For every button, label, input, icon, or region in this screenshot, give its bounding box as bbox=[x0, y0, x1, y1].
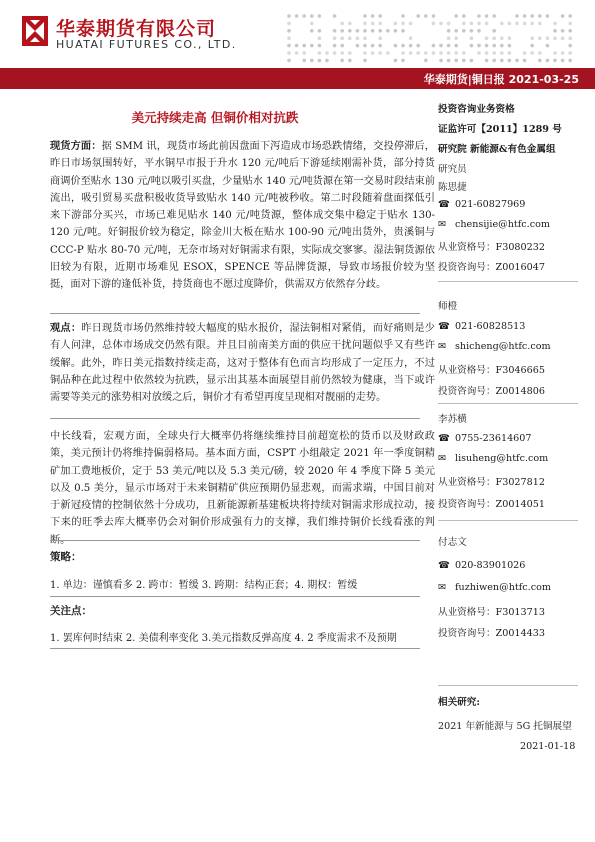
spot-label: 现货方面： bbox=[50, 140, 102, 152]
analyst-name: 陈思捷 bbox=[438, 182, 467, 193]
decorative-dot bbox=[363, 44, 367, 48]
decorative-dot bbox=[492, 36, 496, 40]
decorative-dot bbox=[568, 22, 572, 26]
related-research-title: 相关研究: bbox=[438, 697, 480, 708]
decorative-dot bbox=[477, 14, 481, 18]
decorative-dot bbox=[561, 51, 565, 55]
decorative-dot bbox=[310, 59, 314, 63]
decorative-dot bbox=[568, 29, 572, 33]
decorative-dot bbox=[470, 44, 474, 48]
decorative-dot bbox=[348, 22, 352, 26]
decorative-dot bbox=[318, 14, 322, 18]
decorative-dot bbox=[302, 51, 306, 55]
phone-icon: ☎ bbox=[438, 433, 450, 444]
decorative-dot bbox=[523, 51, 527, 55]
decorative-dot bbox=[439, 44, 443, 48]
decorative-dot bbox=[318, 44, 322, 48]
decorative-dot bbox=[310, 14, 314, 18]
decorative-dot bbox=[432, 14, 436, 18]
decorative-dot bbox=[416, 14, 420, 18]
decorative-dot bbox=[325, 51, 329, 55]
decorative-dot bbox=[553, 29, 557, 33]
analyst-email[interactable]: ✉ shicheng@htfc.com bbox=[438, 341, 551, 352]
analyst-phone: ☎ 0755-23614607 bbox=[438, 433, 532, 444]
decorative-dot bbox=[508, 44, 512, 48]
report-title-date: 华泰期货|铜日报 2021-03-25 bbox=[423, 73, 579, 86]
spot-section bbox=[50, 138, 435, 294]
decorative-dot bbox=[409, 44, 413, 48]
email-icon: ✉ bbox=[438, 219, 447, 230]
decorative-dot bbox=[530, 36, 534, 40]
decorative-dot bbox=[485, 36, 489, 40]
analyst-name: 李苏横 bbox=[438, 414, 467, 425]
decorative-dot bbox=[333, 44, 337, 48]
decorative-dot bbox=[378, 22, 382, 26]
decorative-dot bbox=[424, 59, 428, 63]
decorative-dot bbox=[378, 36, 382, 40]
decorative-dot bbox=[333, 36, 337, 40]
decorative-dot bbox=[523, 59, 527, 63]
decorative-dot bbox=[508, 36, 512, 40]
decorative-dot bbox=[439, 59, 443, 63]
decorative-dot bbox=[386, 51, 390, 55]
view-text: 昨日现货市场仍然维持较大幅度的贴水报价，湿法铜相对紧俏，而好痛则是少有人问津，总体市场成交仍然有限。并且目前南美方面的供应干扰问题似乎又有些许缓解。此外，昨日美元指数持续走高，这对于整体有色而言均形成了一定压力，不过铜品种在此过程中依然较为抗跌，显示出其基本面展望目前仍然较为健康，当下或许需要等美元的涨势相对放缓之后，铜价才有希望再度呈现相对靓丽的走势。 bbox=[50, 323, 435, 404]
decorative-dot bbox=[333, 29, 337, 33]
decorative-dot bbox=[340, 59, 344, 63]
sidebar-role: 研究员 bbox=[438, 164, 467, 175]
spot-text: 据 SMM 讯，现货市场此前因盘面下泻造成市场恐跌情绪，交投停滞后，昨日市场氛围转好，平水铜早市报于升水 120 元/吨后下游延续刚需补货，部分持货商调价至贴水 130 元/吨以吸引买盘，少量贴水 140 元/吨货源在第一交易时段结束前流出，吸引贸易买盘积极收货导致贴水 140 元/吨被秒收。第二时段随着盘面探低引来下游部分买兴，市场已难见贴水 140 元/吨货源，整体成交集中稳定于贴水 130-120 元/吨。好铜报价较为稳定，除金川大板在贴水 100-90 元/吨出货外，贵溪铜与 CCC-P 贴水 80-70 元/吨，无奈市场对好铜需求有限，实际成交寥寥。湿法铜货源依旧较为有限，近期市场难见 ESOX，SPENCE 等品牌货源，导致市场报价较为坚挺，面对下游的逢低补货，持货商也不愿过度降价，供需双方依然存分歧。 bbox=[50, 141, 435, 291]
phone-icon: ☎ bbox=[438, 321, 450, 332]
related-research-item[interactable]: 2021 年新能源与 5G 托铜展望 bbox=[438, 721, 572, 732]
decorative-dot bbox=[371, 44, 375, 48]
decorative-dot bbox=[568, 36, 572, 40]
decorative-dot bbox=[310, 44, 314, 48]
decorative-dot bbox=[447, 44, 451, 48]
decorative-dot bbox=[508, 51, 512, 55]
decorative-dot bbox=[462, 14, 466, 18]
analyst-qualification: 从业资格号：F3027812 bbox=[438, 477, 545, 488]
analyst-email[interactable]: ✉ fuzhiwen@htfc.com bbox=[438, 582, 551, 593]
decorative-dot bbox=[295, 51, 299, 55]
decorative-dot bbox=[454, 14, 458, 18]
decorative-dot bbox=[561, 14, 565, 18]
decorative-dot bbox=[553, 59, 557, 63]
decorative-dot bbox=[287, 51, 291, 55]
strategy-label: 策略： bbox=[50, 551, 82, 563]
decorative-dot bbox=[378, 44, 382, 48]
decorative-dot bbox=[318, 36, 322, 40]
decorative-dot bbox=[424, 14, 428, 18]
report-headline: 美元持续走高 但铜价相对抗跌 bbox=[131, 110, 299, 125]
decorative-dot bbox=[470, 59, 474, 63]
decorative-dot bbox=[462, 59, 466, 63]
decorative-dot bbox=[348, 29, 352, 33]
decorative-dot bbox=[432, 22, 436, 26]
decorative-dot bbox=[302, 44, 306, 48]
decorative-dot bbox=[485, 22, 489, 26]
email-icon: ✉ bbox=[438, 453, 447, 464]
decorative-dot bbox=[363, 59, 367, 63]
analyst-phone: ☎ 020-83901026 bbox=[438, 560, 526, 571]
view-section bbox=[50, 320, 435, 406]
decorative-dot bbox=[530, 44, 534, 48]
decorative-dot bbox=[530, 51, 534, 55]
decorative-dot bbox=[454, 29, 458, 33]
divider bbox=[50, 313, 420, 314]
decorative-dot bbox=[302, 59, 306, 63]
decorative-dot bbox=[325, 59, 329, 63]
longterm-text: 中长线看，宏观方面，全球央行大概率仍将继续维持目前超宽松的货币以及财政政策，美元预计仍将维持偏弱格局。基本面方面，CSPT 小组敲定 2021 年一季度铜精矿加工费地板价，定于 53 美元/吨以及 5.3 美元/磅，较 2020 年 4 季度下降 5 美元以及 0.5 美分，显示市场对于未来铜精矿供应预期仍显悲观，而需求端，中国目前对于新冠疫情的控制依然十分成功，且新能源新基建板块将持续对铜需求形成拉动，接下来的旺季去库大概率仍会对铜价形成强有力的支撑，我们维持铜价长线看涨的判断。 bbox=[50, 431, 435, 546]
decorative-dot bbox=[447, 29, 451, 33]
decorative-dot bbox=[318, 51, 322, 55]
analyst-email[interactable]: ✉ chensijie@htfc.com bbox=[438, 219, 550, 230]
decorative-dot bbox=[401, 51, 405, 55]
divider bbox=[50, 418, 420, 419]
strategy-text: 1. 单边：谨慎看多 2. 跨市：暂缓 3. 跨期：结构正套；4. 期权：暂缓 bbox=[50, 580, 358, 591]
decorative-dot bbox=[295, 14, 299, 18]
decorative-dot bbox=[378, 29, 382, 33]
decorative-dot bbox=[356, 44, 360, 48]
decorative-dot bbox=[340, 22, 344, 26]
decorative-dot bbox=[508, 22, 512, 26]
longterm-section bbox=[50, 428, 435, 549]
decorative-dot bbox=[378, 14, 382, 18]
decorative-dot bbox=[492, 29, 496, 33]
decorative-dot bbox=[348, 59, 352, 63]
decorative-dot bbox=[553, 36, 557, 40]
decorative-dot bbox=[340, 51, 344, 55]
decorative-dot bbox=[287, 29, 291, 33]
decorative-dot bbox=[340, 44, 344, 48]
sidebar-dept-title: 投资咨询业务资格 bbox=[438, 104, 515, 115]
sidebar-divider bbox=[438, 403, 578, 404]
decorative-dot bbox=[363, 51, 367, 55]
decorative-dot bbox=[485, 51, 489, 55]
decorative-dot bbox=[538, 59, 542, 63]
decorative-dot bbox=[546, 59, 550, 63]
sidebar-divider bbox=[438, 685, 578, 686]
decorative-dot bbox=[561, 36, 565, 40]
company-logo-icon bbox=[22, 16, 48, 46]
decorative-dot bbox=[401, 29, 405, 33]
divider bbox=[50, 596, 420, 597]
decorative-dot bbox=[546, 36, 550, 40]
decorative-dot bbox=[447, 59, 451, 63]
decorative-dot bbox=[287, 44, 291, 48]
analyst-qualification: 从业资格号：F3080232 bbox=[438, 242, 545, 253]
analyst-consult-number: 投资咨询号：Z0014051 bbox=[438, 499, 545, 510]
decorative-dot bbox=[363, 29, 367, 33]
decorative-dot bbox=[401, 14, 405, 18]
decorative-dot bbox=[492, 44, 496, 48]
decorative-dot bbox=[401, 22, 405, 26]
analyst-phone: ☎ 021-60828513 bbox=[438, 321, 526, 332]
decorative-dot bbox=[568, 59, 572, 63]
decorative-dot bbox=[546, 44, 550, 48]
decorative-dot bbox=[454, 36, 458, 40]
decorative-dot bbox=[485, 59, 489, 63]
decorative-dot bbox=[409, 36, 413, 40]
decorative-dot bbox=[416, 51, 420, 55]
decorative-dot bbox=[485, 44, 489, 48]
decorative-dot bbox=[538, 14, 542, 18]
decorative-dot bbox=[333, 51, 337, 55]
decorative-dot bbox=[394, 22, 398, 26]
analyst-phone: ☎ 021-60827969 bbox=[438, 199, 526, 210]
decorative-dot bbox=[386, 29, 390, 33]
decorative-dot bbox=[401, 59, 405, 63]
decorative-dot bbox=[553, 22, 557, 26]
decorative-dot bbox=[523, 14, 527, 18]
decorative-dot bbox=[462, 51, 466, 55]
analyst-consult-number: 投资咨询号：Z0016047 bbox=[438, 262, 545, 273]
decorative-dot bbox=[295, 44, 299, 48]
decorative-dot bbox=[287, 59, 291, 63]
decorative-dot bbox=[477, 29, 481, 33]
decorative-dot bbox=[401, 44, 405, 48]
sidebar-divider bbox=[438, 281, 578, 282]
divider bbox=[50, 648, 420, 649]
related-research-date: 2021-01-18 bbox=[520, 741, 576, 752]
decorative-dot bbox=[492, 59, 496, 63]
decorative-dot bbox=[568, 44, 572, 48]
decorative-dot bbox=[477, 22, 481, 26]
decorative-dot bbox=[500, 44, 504, 48]
analyst-consult-number: 投资咨询号：Z0014433 bbox=[438, 628, 545, 639]
view-label: 观点： bbox=[50, 322, 82, 334]
decorative-dot bbox=[462, 22, 466, 26]
decorative-dot bbox=[394, 44, 398, 48]
decorative-dot bbox=[363, 14, 367, 18]
decorative-dot bbox=[538, 51, 542, 55]
decorative-dot bbox=[454, 51, 458, 55]
decorative-dot bbox=[492, 14, 496, 18]
decorative-dot bbox=[356, 29, 360, 33]
focus-label: 关注点： bbox=[50, 605, 92, 617]
analyst-qualification: 从业资格号：F3046665 bbox=[438, 365, 545, 376]
decorative-dot bbox=[371, 51, 375, 55]
decorative-dot bbox=[371, 22, 375, 26]
analyst-qualification: 从业资格号：F3013713 bbox=[438, 607, 545, 618]
decorative-dot bbox=[310, 22, 314, 26]
decorative-dot bbox=[340, 29, 344, 33]
decorative-dot bbox=[394, 29, 398, 33]
decorative-dot bbox=[409, 51, 413, 55]
decorative-dot bbox=[515, 14, 519, 18]
decorative-dot bbox=[553, 51, 557, 55]
decorative-dot bbox=[500, 36, 504, 40]
decorative-dot bbox=[363, 36, 367, 40]
decorative-dot bbox=[561, 29, 565, 33]
decorative-dot bbox=[287, 36, 291, 40]
decorative-dot bbox=[500, 22, 504, 26]
decorative-dot bbox=[470, 36, 474, 40]
decorative-dot bbox=[515, 22, 519, 26]
phone-icon: ☎ bbox=[438, 199, 450, 210]
decorative-dot-pattern bbox=[286, 12, 576, 66]
decorative-dot bbox=[568, 14, 572, 18]
email-icon: ✉ bbox=[438, 582, 447, 593]
decorative-dot bbox=[348, 36, 352, 40]
divider bbox=[50, 540, 420, 541]
decorative-dot bbox=[318, 29, 322, 33]
decorative-dot bbox=[394, 59, 398, 63]
decorative-dot bbox=[568, 51, 572, 55]
decorative-dot bbox=[416, 44, 420, 48]
sidebar-divider bbox=[438, 520, 578, 521]
decorative-dot bbox=[287, 14, 291, 18]
decorative-dot bbox=[523, 22, 527, 26]
decorative-dot bbox=[333, 14, 337, 18]
decorative-dot bbox=[447, 36, 451, 40]
decorative-dot bbox=[447, 22, 451, 26]
decorative-dot bbox=[530, 14, 534, 18]
sidebar-license: 证监许可【2011】1289 号 bbox=[438, 124, 562, 135]
analyst-name: 付志文 bbox=[438, 537, 467, 548]
company-name-cn: 华泰期货有限公司 bbox=[56, 18, 217, 40]
decorative-dot bbox=[477, 51, 481, 55]
email-icon: ✉ bbox=[438, 341, 447, 352]
decorative-dot bbox=[447, 51, 451, 55]
decorative-dot bbox=[515, 59, 519, 63]
decorative-dot bbox=[454, 59, 458, 63]
decorative-dot bbox=[409, 22, 413, 26]
decorative-dot bbox=[508, 59, 512, 63]
analyst-email[interactable]: ✉ lisuheng@htfc.com bbox=[438, 453, 549, 464]
decorative-dot bbox=[439, 51, 443, 55]
decorative-dot bbox=[538, 36, 542, 40]
sidebar-institute: 研究院 新能源&有色金属组 bbox=[438, 144, 556, 155]
decorative-dot bbox=[318, 59, 322, 63]
decorative-dot bbox=[371, 29, 375, 33]
decorative-dot bbox=[439, 22, 443, 26]
decorative-dot bbox=[356, 36, 360, 40]
decorative-dot bbox=[546, 14, 550, 18]
decorative-dot bbox=[340, 36, 344, 40]
decorative-dot bbox=[424, 51, 428, 55]
decorative-dot bbox=[485, 14, 489, 18]
decorative-dot bbox=[371, 14, 375, 18]
decorative-dot bbox=[538, 22, 542, 26]
decorative-dot bbox=[530, 22, 534, 26]
focus-text: 1. 罢库何时结束 2. 美债利率变化 3.美元指数反弹高度 4. 2 季度需求不及预期 bbox=[50, 633, 397, 644]
decorative-dot bbox=[492, 51, 496, 55]
phone-icon: ☎ bbox=[438, 560, 450, 571]
decorative-dot bbox=[432, 44, 436, 48]
analyst-name: 师橙 bbox=[438, 301, 458, 312]
decorative-dot bbox=[310, 29, 314, 33]
decorative-dot bbox=[454, 44, 458, 48]
decorative-dot bbox=[470, 22, 474, 26]
decorative-dot bbox=[462, 29, 466, 33]
decorative-dot bbox=[477, 44, 481, 48]
decorative-dot bbox=[287, 22, 291, 26]
decorative-dot bbox=[500, 51, 504, 55]
decorative-dot bbox=[378, 51, 382, 55]
decorative-dot bbox=[348, 51, 352, 55]
company-name-en: HUATAI FUTURES CO., LTD. bbox=[56, 38, 237, 51]
decorative-dot bbox=[561, 59, 565, 63]
decorative-dot bbox=[432, 51, 436, 55]
decorative-dot bbox=[363, 22, 367, 26]
decorative-dot bbox=[500, 59, 504, 63]
decorative-dot bbox=[470, 29, 474, 33]
decorative-dot bbox=[302, 14, 306, 18]
analyst-consult-number: 投资咨询号：Z0014806 bbox=[438, 386, 545, 397]
